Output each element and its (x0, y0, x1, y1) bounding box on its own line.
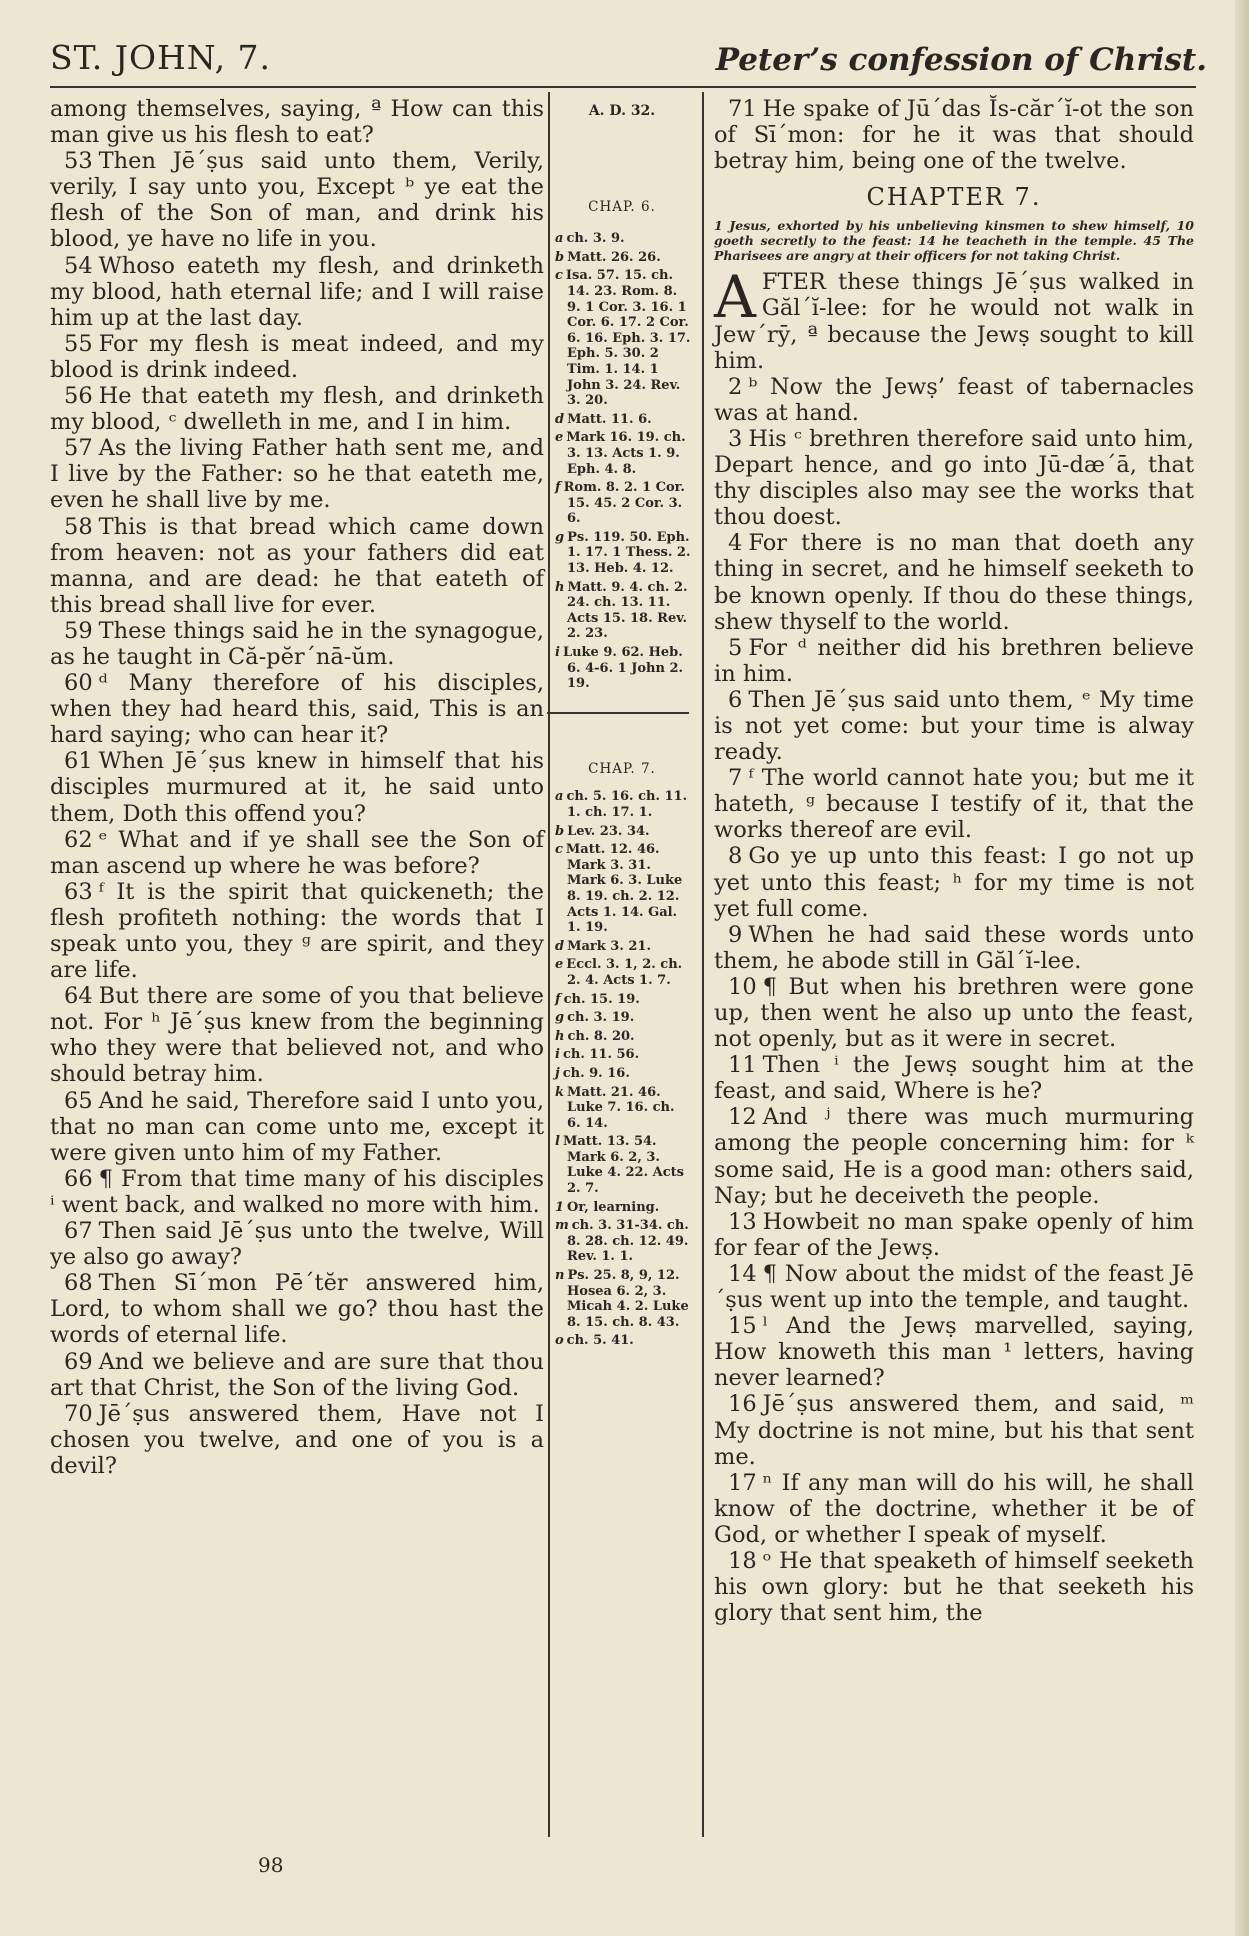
verse-number: 68 (64, 1270, 93, 1297)
cross-reference (555, 957, 691, 988)
reference-text: ch. 3. 19. (567, 1010, 635, 1026)
verse-number: 18 (728, 1547, 757, 1574)
left-text-column (50, 96, 544, 1479)
chapter7-verses (714, 374, 1194, 1627)
verse-text: ¶ From that time many of his disciples ⁱ went back, and walked no more with him. (50, 1165, 544, 1218)
cross-reference (555, 1200, 691, 1216)
reference-text: ch. 15. 19. (563, 991, 640, 1007)
reference-key: a (555, 231, 564, 247)
verse-6 (714, 687, 1194, 765)
verse-2 (714, 374, 1194, 426)
verse-text: ˡ And the Jewṣ marvelled, saying, How knoweth this man ¹ letters, having never learned? (714, 1313, 1194, 1392)
cross-reference (555, 1218, 691, 1265)
reference-text: Isa. 57. 15. ch. 14. 23. Rom. 8. 9. 1 Cor. 3. 16. 1 Cor. 6. 17. 2 Cor. 6. 16. Eph. 3. 17. Eph. 5. 30. 2 Tim. 1. 14. 1 John 3. 24. Rev. 3. 20. (565, 268, 691, 409)
column-rule-left (548, 92, 550, 1837)
reference-key: f (555, 991, 561, 1007)
verse-5 (714, 635, 1194, 687)
verse-54 (50, 253, 544, 331)
verse-text: But there are some of you that believe not. For ʰ Jē´ṣus knew from the beginning who they were that believed not, and who should betray him. (50, 983, 544, 1088)
chap6-references (553, 231, 691, 692)
reference-text: Matt. 12. 46. Mark 3. 31. Mark 6. 3. Luke 8. 19. ch. 2. 12. Acts 1. 14. Gal. 1. 19. (565, 842, 683, 936)
cross-reference (555, 992, 691, 1008)
verse-number: 55 (64, 330, 93, 357)
verse-number: 64 (64, 983, 93, 1010)
reference-key: i (555, 1047, 560, 1063)
verse-71 (714, 96, 1194, 174)
cross-reference (555, 789, 691, 820)
reference-key: m (555, 1218, 569, 1234)
verse-text: Howbeit no man spake openly of him for fear of the Jewṣ. (714, 1208, 1194, 1261)
verse-number: 12 (728, 1104, 757, 1131)
verse-text: As the living Father hath sent me, and I live by the Father: so he that eateth me, even he shall live by me. (50, 435, 544, 514)
reference-text: ch. 3. 9. (566, 231, 625, 247)
verse-text: Then Jē´ṣus said unto them, Verily, verily, I say unto you, Except ᵇ ye eat the flesh of the Son of man, and drink his blood, ye have no life in you. (50, 148, 544, 253)
cross-reference (555, 268, 691, 408)
reference-key: d (555, 938, 565, 954)
cross-reference (555, 1010, 691, 1026)
reference-text: ch. 11. 56. (562, 1047, 640, 1063)
reference-key: l (555, 1134, 560, 1150)
verse-number: 59 (64, 617, 93, 644)
verse-58 (50, 514, 544, 618)
verse-number: 15 (728, 1313, 757, 1340)
verse-number: 65 (64, 1087, 93, 1114)
reference-key: e (555, 430, 564, 446)
verse-text: Then ⁱ the Jewṣ sought him at the feast, and said, Where is he? (714, 1052, 1194, 1105)
verse-text: ᵉ What and if ye shall see the Son of man ascend up where he was before? (50, 826, 544, 879)
verse-number: 2 (728, 373, 743, 400)
cross-reference (555, 1047, 691, 1063)
reference-key: c (555, 842, 563, 858)
verse-text: These things said he in the synagogue, as he taught in Că-pĕr´nā-ŭm. (50, 617, 544, 670)
verse-number: 54 (64, 252, 93, 279)
verse-15 (714, 1313, 1194, 1391)
verse-number: 11 (728, 1052, 757, 1079)
verse-text: When he had said these words unto them, he abode still in Găl´ĭ-lee. (714, 921, 1194, 974)
verse-text: Jē´ṣus answered them, and said, ᵐ My doctrine is not mine, but his that sent me. (714, 1391, 1194, 1470)
verse-1 (714, 263, 1194, 374)
reference-key: b (555, 823, 565, 839)
verse-number: 4 (728, 530, 743, 557)
verse-number: 67 (64, 1218, 93, 1245)
cross-reference (555, 412, 691, 428)
verse-number: 7 (728, 765, 743, 792)
chap6-label: CHAP. 6. (588, 198, 656, 215)
verse-59 (50, 618, 544, 670)
cross-reference (555, 1066, 691, 1082)
reference-key: 1 (555, 1199, 565, 1215)
verse-61 (50, 748, 544, 826)
verse-number: 6 (728, 686, 743, 713)
verse-number: 57 (64, 435, 93, 462)
reference-key: n (555, 1268, 565, 1284)
right-text-column (714, 96, 1194, 1626)
verse-text: For my flesh is meat indeed, and my blood is drink indeed. (50, 330, 544, 383)
header-rule (50, 86, 1196, 88)
verse-number: 14 (728, 1260, 757, 1287)
verse-12 (714, 1104, 1194, 1208)
chap7-references (553, 789, 691, 1349)
verse-text: He that eateth my flesh, and drinketh my blood, ᶜ dwelleth in me, and I in him. (50, 383, 544, 436)
cross-reference (555, 1333, 691, 1349)
verse-number: 71 (728, 96, 757, 122)
verse-56 (50, 383, 544, 435)
reference-key: h (555, 1028, 565, 1044)
verse-53 (50, 148, 544, 252)
cross-reference (555, 250, 691, 266)
cross-reference (555, 1134, 691, 1196)
verse-64 (50, 983, 544, 1087)
chapter-summary: 1 Jesus, exhorted by his unbelieving kinsmen to shew himself, 10 goeth secretly to the feast: 14 he teacheth in the temple. 45 The Pharisees are angry at their officers for not taking Christ. (714, 218, 1194, 264)
verse-text: For ᵈ neither did his brethren believe in him. (714, 634, 1194, 687)
cross-reference (555, 231, 691, 247)
reference-text: Luke 9. 62. Heb. 6. 4-6. 1 John 2. 19. (562, 645, 684, 692)
verse-number: 13 (728, 1208, 757, 1235)
verse-9 (714, 922, 1194, 974)
reference-text: ch. 8. 20. (567, 1028, 635, 1044)
verse-16 (714, 1391, 1194, 1469)
verse-text: ⁿ If any man will do his will, he shall know of the doctrine, whether it be of God, or whether I speak of myself. (714, 1469, 1194, 1548)
verse-62 (50, 827, 544, 879)
verse-number: 58 (64, 513, 93, 540)
verse-left_column0 (50, 96, 544, 148)
reference-key: i (555, 645, 560, 661)
verse-number: 56 (64, 383, 93, 410)
cross-reference (555, 824, 691, 840)
verse-text: ᵇ Now the Jewṣ’ feast of tabernacles was at hand. (714, 373, 1194, 426)
verse-18 (714, 1548, 1194, 1626)
verse-63 (50, 879, 544, 983)
verse-8 (714, 843, 1194, 921)
reference-key: d (555, 411, 565, 427)
reference-key: h (555, 579, 565, 595)
reference-text: Mark 3. 21. (567, 938, 652, 954)
reference-text: Matt. 11. 6. (567, 411, 652, 427)
reference-key: k (555, 1084, 565, 1100)
reference-key: c (555, 268, 563, 284)
year-label: A. D. 32. (588, 103, 656, 119)
verse-number: 60 (64, 670, 93, 697)
reference-key: g (555, 1010, 565, 1026)
verse-70 (50, 1401, 544, 1479)
verse-text: Then Jē´ṣus said unto them, ᵉ My time is not yet come: but your time is alway ready. (714, 686, 1194, 766)
verse-number: 66 (64, 1165, 93, 1192)
cross-reference (555, 842, 691, 936)
reference-text: Matt. 21. 46. Luke 7. 16. ch. 6. 14. (567, 1084, 675, 1131)
page-spine-edge (1235, 0, 1249, 1936)
running-header-topic: Peter’s confession of Christ. (715, 42, 1207, 78)
verse-67 (50, 1218, 544, 1270)
verse-number: 8 (728, 843, 743, 870)
verse-text: ¶ Now about the midst of the feast Jē´ṣus went up into the temple, and taught. (714, 1260, 1194, 1314)
cross-reference (555, 645, 691, 692)
reference-key: o (555, 1333, 564, 1349)
verse-text: And ʲ there was much murmuring among the people concerning him: for ᵏ some said, He is a good man: others said, Nay; but he deceiveth the people. (714, 1104, 1194, 1209)
verse-text: Then Sī´mon Pē´tĕr answered him, Lord, to whom shall we go? thou hast the words of eternal life. (50, 1270, 544, 1349)
verse-number: 70 (64, 1400, 93, 1427)
reference-text: Mark 16. 19. ch. 3. 13. Acts 1. 9. Eph. 4. 8. (566, 430, 686, 477)
verse-number: 10 (728, 973, 757, 1000)
verse-text: He spake of Jū´das Ĭs-căr´ĭ-ot the son of Sī´mon: for he it was that should betray him, being one of the twelve. (714, 96, 1194, 175)
verse-text: Then said Jē´ṣus unto the twelve, Will ye also go away? (50, 1218, 544, 1271)
verse-text: ᵈ Many therefore of his disciples, when they had heard this, said, This is an hard saying; who can hear it? (50, 670, 544, 749)
verse-text: His ᶜ brethren therefore said unto him, Depart hence, and go into Jū-dæ´ā, that thy disciples also may see the works that thou doest. (714, 425, 1194, 531)
reference-key: b (555, 249, 565, 265)
verse-13 (714, 1209, 1194, 1261)
verse-17 (714, 1470, 1194, 1548)
reference-text: Rom. 8. 2. 1 Cor. 15. 45. 2 Cor. 3. 6. (563, 480, 685, 527)
cross-reference (555, 480, 691, 527)
verse-69 (50, 1349, 544, 1401)
reference-key: g (555, 529, 565, 545)
verse-text: among themselves, saying, ª How can this man give us his flesh to eat? (50, 96, 544, 149)
verse-55 (50, 331, 544, 383)
verse-number: 9 (728, 921, 743, 948)
verse-number: 63 (64, 878, 93, 905)
verse-number: 61 (64, 748, 93, 775)
cross-reference (555, 1085, 691, 1132)
reference-text: Lev. 23. 34. (567, 823, 650, 839)
verse-number: 3 (728, 425, 743, 452)
verse-11 (714, 1052, 1194, 1104)
verse-text: ᶠ The world cannot hate you; but me it hateth, ᵍ because I testify of it, that the works thereof are evil. (714, 765, 1194, 844)
reference-text: ch. 9. 16. (562, 1065, 630, 1081)
chapter-title: CHAPTER 7. (866, 183, 1042, 212)
verse-text: Whoso eateth my flesh, and drinketh my blood, hath eternal life; and I will raise him up at the last day. (50, 252, 544, 331)
verse-text: When Jē´ṣus knew in himself that his disciples murmured at it, he said unto them, Doth this offend you? (50, 748, 544, 827)
verse-number: 5 (728, 634, 743, 661)
verse-text: And we believe and are sure that thou art that Christ, the Son of the living God. (50, 1348, 544, 1401)
verse-text: ᶠ It is the spirit that quickeneth; the flesh profiteth nothing: the words that I speak unto you, they ᵍ are spirit, and they are life. (50, 878, 544, 984)
cross-reference (555, 1029, 691, 1045)
verse-number: 53 (64, 148, 93, 175)
reference-text: Ps. 119. 50. Eph. 1. 17. 1 Thess. 2. 13. Heb. 4. 12. (567, 529, 691, 577)
reference-text: Ps. 25. 8, 9, 12. Hosea 6. 2, 3. Micah 4. 2. Luke 8. 15. ch. 8. 43. (567, 1268, 689, 1330)
reference-key: e (555, 957, 564, 973)
cross-reference (555, 530, 691, 577)
column-rule-right (702, 92, 704, 1837)
verse-4 (714, 530, 1194, 634)
verse-10 (714, 974, 1194, 1052)
chap7-label: CHAP. 7. (588, 760, 656, 777)
verse-text: And he said, Therefore said I unto you, that no man can come unto me, except it were given unto him of my Father. (50, 1087, 544, 1166)
verse-14 (714, 1261, 1194, 1313)
reference-text: ch. 5. 41. (566, 1333, 634, 1349)
reference-text: ch. 3. 31-34. ch. 8. 28. ch. 12. 49. Rev. 1. 1. (567, 1218, 689, 1265)
reference-text: Matt. 9. 4. ch. 2. 24. ch. 13. 11. Acts 15. 18. Rev. 2. 23. (567, 579, 688, 642)
cross-reference (555, 580, 691, 642)
reference-column (553, 96, 691, 1352)
verse-number: 62 (64, 826, 93, 853)
reference-key: f (555, 480, 561, 496)
verse-text: FTER these things Jē´ṣus walked in Găl´ĭ-lee: for he would not walk in Jew´rȳ, ª because the Jewṣ sought to kill him. (714, 269, 1194, 374)
verse-60 (50, 670, 544, 748)
reference-key: a (555, 789, 564, 805)
verse-66 (50, 1166, 544, 1218)
drop-cap: A (714, 263, 756, 332)
verse-number: 69 (64, 1348, 93, 1375)
reference-divider (547, 712, 689, 714)
verse-text: Go ye up unto this feast: I go not up yet unto this feast; ʰ for my time is not yet full come. (714, 843, 1194, 922)
reference-text: Eccl. 3. 1, 2. ch. 2. 4. Acts 1. 7. (566, 957, 683, 988)
page-number: 98 (258, 1853, 284, 1877)
verse-number: 17 (728, 1469, 757, 1496)
reference-key: j (555, 1065, 560, 1081)
cross-reference (555, 430, 691, 477)
verse-text: This is that bread which came down from heaven: not as your fathers did eat manna, and are dead: he that eateth of this bread shall live for ever. (50, 513, 544, 618)
verse-text: Jē´ṣus answered them, Have not I chosen you twelve, and one of you is a devil? (50, 1400, 544, 1479)
reference-text: Matt. 13. 54. Mark 6. 2, 3. Luke 4. 22. Acts 2. 7. (562, 1134, 684, 1197)
reference-text: Matt. 26. 26. (567, 249, 661, 265)
verse-68 (50, 1270, 544, 1348)
verse-57 (50, 435, 544, 513)
verse-text: ¶ But when his brethren were gone up, then went he also up unto the feast, not openly, but as it were in secret. (714, 973, 1194, 1053)
reference-text: Or, learning. (567, 1199, 660, 1215)
verse-3 (714, 426, 1194, 530)
running-header-book: ST. JOHN, 7. (50, 38, 272, 77)
verse-text: For there is no man that doeth any thing in secret, and he himself seeketh to be known openly. If thou do these things, shew thyself to the world. (714, 530, 1194, 635)
cross-reference (555, 1268, 691, 1330)
verse-number: 16 (728, 1391, 757, 1418)
cross-reference (555, 939, 691, 955)
verse-text: ᵒ He that speaketh of himself seeketh his own glory: but he that seeketh his glory that sent him, the (714, 1547, 1194, 1627)
verse-65 (50, 1088, 544, 1166)
verse-7 (714, 765, 1194, 843)
reference-text: ch. 5. 16. ch. 11. 1. ch. 17. 1. (566, 789, 688, 820)
